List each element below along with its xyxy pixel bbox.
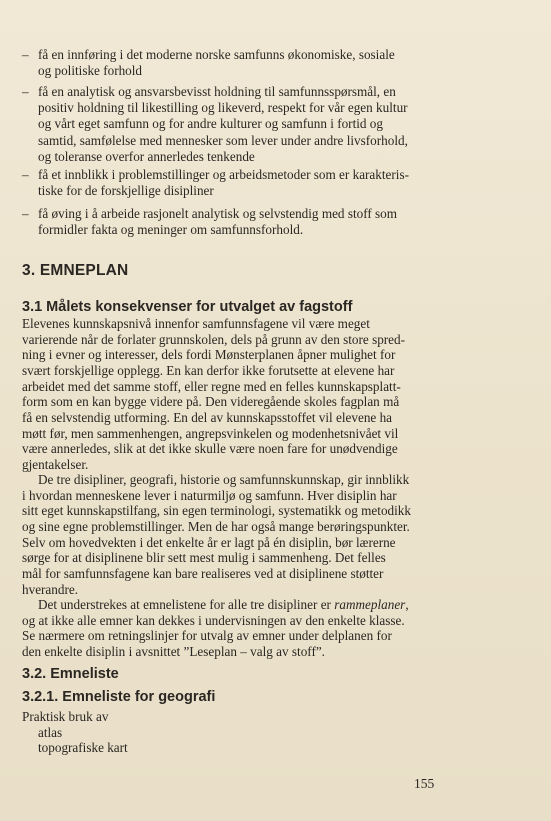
bullet-line: få en innføring i det moderne norske samfunns økonomiske, sosiale: [38, 47, 395, 62]
text-line: og sine egne problemstillinger. Men de har også mange berøringspunkter.: [22, 518, 410, 534]
text-line: i hvordan menneskene lever i naturmiljø og samfunn. Hver disiplin har: [22, 487, 397, 503]
text-line: hverandre.: [22, 581, 79, 597]
bullet-line: og vårt eget samfunn og for andre kulturer og samfunn i fortid og: [38, 116, 383, 132]
text-run: Det understrekes at emnelistene for alle tre disipliner er: [38, 597, 335, 612]
bullet-line: positiv holdning til likestilling og likeverd, respekt for vår egen kultur: [38, 100, 408, 116]
bullet-line: og toleranse overfor annerledes tenkende: [38, 148, 255, 164]
text-line: møtt før, men sammenhengen, angrepsvinkelen og modenhetsnivået vil: [22, 425, 399, 441]
bullet-line: få øving i å arbeide rasjonelt analytisk og selvstendig med stoff som: [38, 206, 398, 221]
subsection-heading: 3.1 Målets konsekvenser for utvalget av fagstoff: [22, 299, 353, 315]
text-line: være annerledes, slik at det ikke skulle være noen fare for unødvendige: [22, 441, 398, 457]
text-line: mål for samfunnsfagene kan bare realiseres ved at disiplinene støtter: [22, 565, 384, 581]
text-line: De tre disipliner, geografi, historie og samfunnskunnskap, gir innblikk: [38, 472, 410, 487]
list-item: Praktisk bruk av: [22, 709, 109, 724]
section-heading: 3. EMNEPLAN: [22, 262, 129, 279]
page-number: 155: [414, 776, 435, 791]
text-line: [22, 597, 532, 613]
paragraph: [22, 316, 532, 473]
topic-list: [22, 709, 532, 756]
bullet-dash: –: [22, 167, 29, 182]
text-line: arbeidet med det samme stoff, eller regne med en felles kunnskapsplatt-: [22, 378, 401, 394]
text-line: sitt eget kunnskapstilfang, sin egen terminologi, systematikk og metodikk: [22, 503, 411, 519]
bullet-dash: –: [22, 206, 29, 221]
bullet-item: [22, 84, 527, 165]
text-line: ning i evner og interesser, dels fordi Mønsterplanen åpner mulighet for: [22, 347, 396, 363]
text-line: varierende når de forlater grunnskolen, dels på grunn av den store spred-: [22, 331, 406, 347]
emphasis-text: rammeplaner: [334, 597, 406, 612]
paragraph: [22, 472, 532, 597]
text-line: gjentakelser.: [22, 456, 89, 472]
list-item: atlas: [38, 724, 63, 740]
list-item: topografiske kart: [38, 740, 128, 756]
text-line: form som en kan bygge videre på. Den videregående skoles fagplan må: [22, 394, 400, 410]
bullet-line: samtid, samfølelse med mennesker som lever under andre livsforhold,: [38, 132, 408, 148]
text-line: og at ikke alle emner kan dekkes i undervisningen av den enkelte klasse.: [22, 612, 405, 628]
bullet-item: [22, 206, 527, 238]
bullet-line: få et innblikk i problemstillinger og arbeidsmetoder som er karakteris-: [38, 167, 409, 182]
bullet-line: og politiske forhold: [38, 63, 143, 79]
text-line: sørge for at disiplinene blir sett mest mulig i sammenheng. Det felles: [22, 550, 386, 566]
bullet-dash: –: [22, 47, 29, 62]
bullet-dash: –: [22, 84, 29, 99]
text-line: Se nærmere om retningslinjer for utvalg av emner under delplanen for: [22, 628, 392, 644]
subsection-heading: 3.2. Emneliste: [22, 666, 119, 682]
bullet-item: [22, 47, 527, 79]
text-line: Selv om hovedvekten i det enkelte år er lagt på én disiplin, bør lærerne: [22, 534, 396, 550]
bullet-line: tiske for de forskjellige disipliner: [38, 183, 214, 199]
bullet-line: få en analytisk og ansvarsbevisst holdning til samfunnsspørsmål, en: [38, 84, 396, 99]
bullet-item: [22, 167, 527, 199]
text-line: få en selvstendig utforming. En del av kunnskapsstoffet vil elevene ha: [22, 409, 393, 425]
text-line: Elevenes kunnskapsnivå innenfor samfunnsfagene vil være meget: [22, 316, 370, 331]
text-line: den enkelte disiplin i avsnittet ”Leseplan – valg av stoff”.: [22, 643, 325, 659]
bullet-line: formidler fakta og meninger om samfunnsforhold.: [38, 222, 304, 238]
paragraph: [22, 597, 532, 660]
text-line: svært forskjellige opplegg. En kan derfor ikke forutsette at elevene har: [22, 362, 395, 378]
subsection-heading: 3.2.1. Emneliste for geografi: [22, 689, 216, 705]
text-run: ,: [405, 597, 409, 612]
